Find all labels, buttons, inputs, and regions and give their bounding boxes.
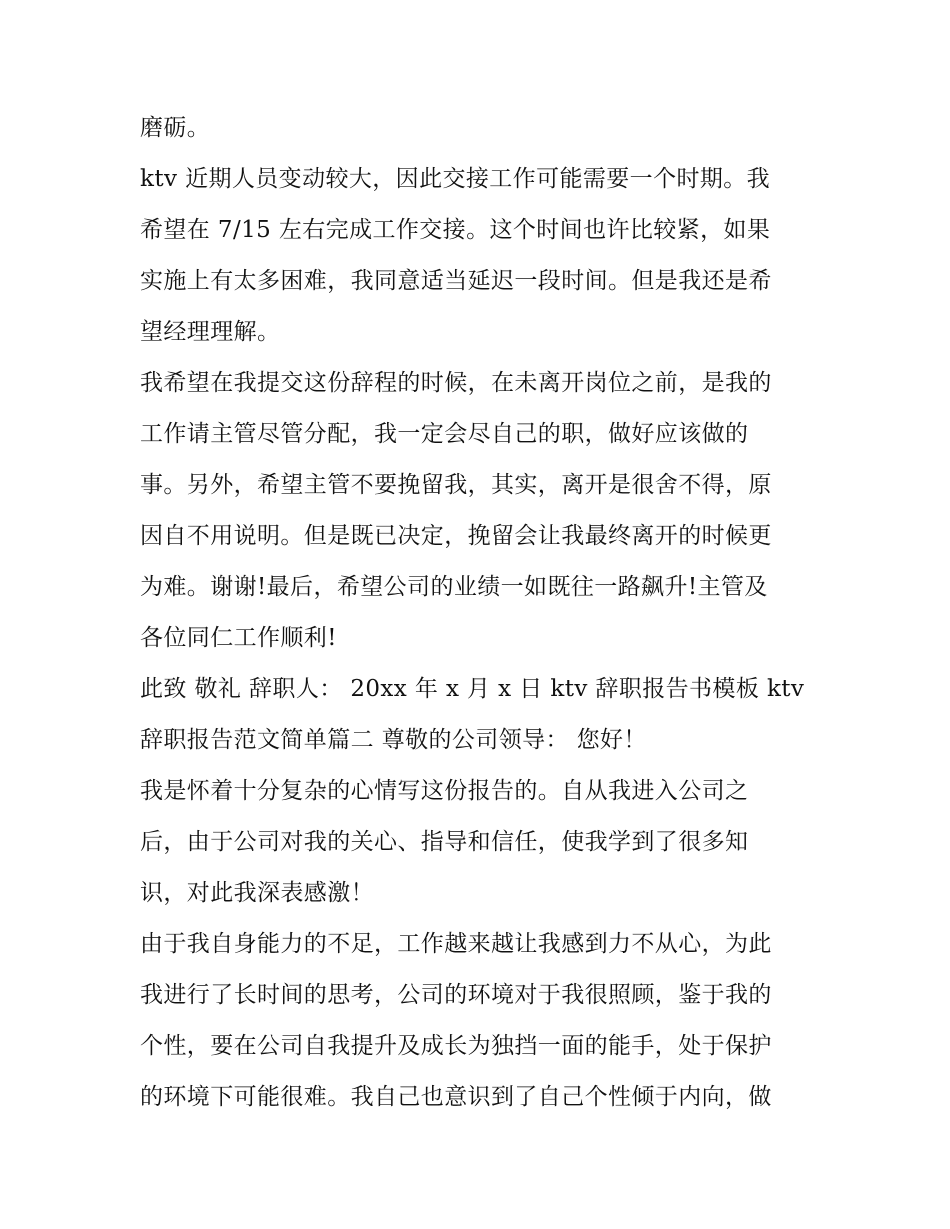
text-line: 希望在 7/15 左右完成工作交接。这个时间也许比较紧，如果 <box>140 217 771 243</box>
text-line: ktv 近期人员变动较大，因此交接工作可能需要一个时期。我 <box>140 166 771 192</box>
text-line: 后，由于公司对我的关心、指导和信任，使我学到了很多知 <box>140 829 749 855</box>
text-line: 为难。谢谢!最后，希望公司的业绩一如既往一路飙升!主管及 <box>140 574 768 600</box>
text-line: 工作请主管尽管分配，我一定会尽自己的职，做好应该做的 <box>140 421 749 447</box>
text-line: 我希望在我提交这份辞程的时候，在未离开岗位之前，是我的 <box>140 370 772 396</box>
text-line: 的环境下可能很难。我自己也意识到了自己个性倾于内向，做 <box>140 1084 772 1110</box>
text-line: 磨砺。 <box>140 115 211 141</box>
text-line: 个性，要在公司自我提升及成长为独挡一面的能手，处于保护 <box>140 1033 772 1059</box>
text-line: 我进行了长时间的思考，公司的环境对于我很照顾，鉴于我的 <box>140 982 772 1008</box>
text-line: 实施上有太多困难，我同意适当延迟一段时间。但是我还是希 <box>140 268 772 294</box>
text-line: 识，对此我深表感激！ <box>140 880 374 906</box>
document-body <box>140 103 820 1123</box>
text-line: 辞职报告范文简单篇二 尊敬的公司领导： 您好！ <box>140 727 647 753</box>
text-line: 我是怀着十分复杂的心情写这份报告的。自从我进入公司之 <box>140 778 749 804</box>
text-line: 各位同仁工作顺利! <box>140 625 337 651</box>
text-line: 事。另外，希望主管不要挽留我，其实，离开是很舍不得，原 <box>140 472 772 498</box>
text-line: 因自不用说明。但是既已决定，挽留会让我最终离开的时候更 <box>140 523 772 549</box>
text-line: 由于我自身能力的不足，工作越来越让我感到力不从心，为此 <box>140 931 772 957</box>
text-line: 此致 敬礼 辞职人： 20xx 年 x 月 x 日 ktv 辞职报告书模板 ktv <box>140 676 805 702</box>
text-line: 望经理理解。 <box>140 319 281 345</box>
